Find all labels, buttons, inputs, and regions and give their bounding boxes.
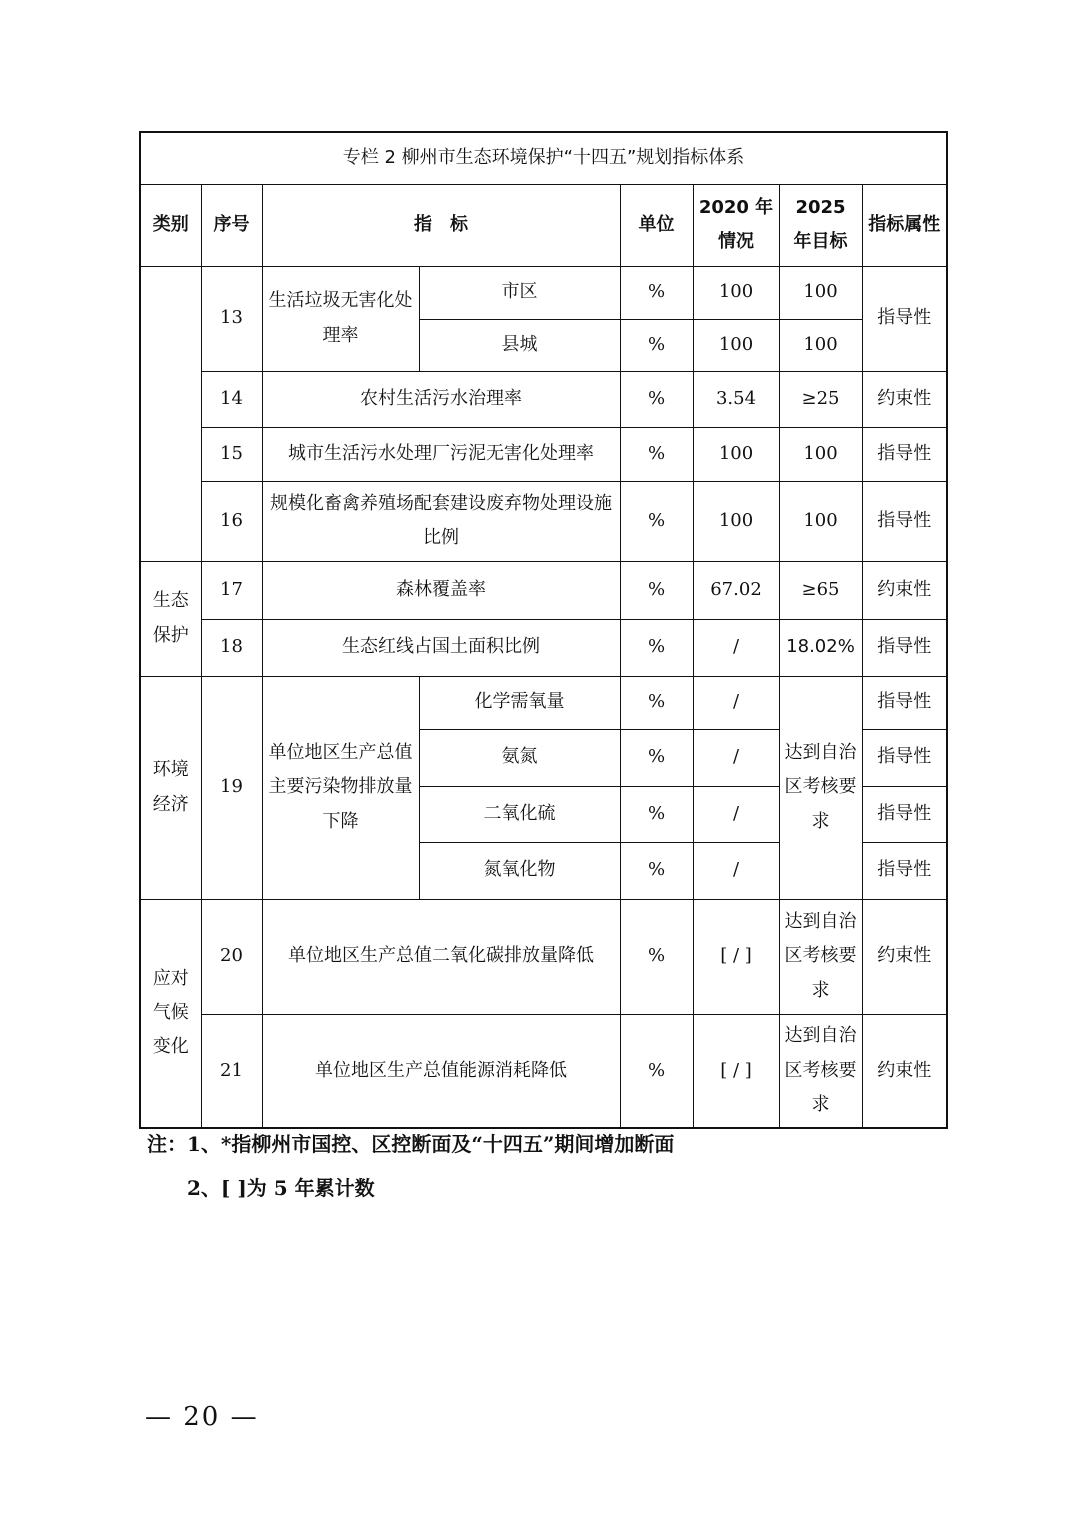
row-14-name: 农村生活污水治理率 — [262, 371, 620, 427]
category-eco: 生态保护 — [140, 561, 201, 676]
category-climate: 应对气候变化 — [140, 899, 201, 1128]
row-15-name: 城市生活污水处理厂污泥无害化处理率 — [262, 427, 620, 481]
row-19-seq: 19 — [201, 676, 262, 899]
row-19-sub4-name: 氮氧化物 — [419, 842, 620, 899]
row-13-sub2-unit: % — [620, 319, 693, 371]
row-17-unit: % — [620, 561, 693, 619]
row-19-sub4-unit: % — [620, 842, 693, 899]
row-20-2020: [ / ] — [693, 899, 779, 1014]
row-16-name: 规模化畜禽养殖场配套建设废弃物处理设施比例 — [262, 481, 620, 561]
row-15-seq: 15 — [201, 427, 262, 481]
row-17-seq: 17 — [201, 561, 262, 619]
row-20-attr: 约束性 — [862, 899, 947, 1014]
header-2020: 2020 年情况 — [693, 184, 779, 266]
page-number: — 20 — — [145, 1402, 259, 1432]
row-13-sub2-name: 县城 — [419, 319, 620, 371]
row-18-seq: 18 — [201, 619, 262, 676]
row-18-unit: % — [620, 619, 693, 676]
row-19-sub3-unit: % — [620, 786, 693, 842]
row-18-2020: / — [693, 619, 779, 676]
table-notes — [147, 1134, 674, 1222]
row-19-sub3-name: 二氧化硫 — [419, 786, 620, 842]
row-13-sub1-2020: 100 — [693, 266, 779, 319]
header-2025: 2025 年目标 — [779, 184, 862, 266]
row-16-unit: % — [620, 481, 693, 561]
row-17-2025: ≥65 — [779, 561, 862, 619]
row-13-sub1-unit: % — [620, 266, 693, 319]
header-indicator: 指 标 — [262, 184, 620, 266]
row-18-attr: 指导性 — [862, 619, 947, 676]
header-attribute: 指标属性 — [862, 184, 947, 266]
row-21-attr: 约束性 — [862, 1014, 947, 1128]
row-16-seq: 16 — [201, 481, 262, 561]
indicator-table — [139, 131, 948, 1129]
row-17-2020: 67.02 — [693, 561, 779, 619]
row-16-2025: 100 — [779, 481, 862, 561]
row-19-sub2-unit: % — [620, 729, 693, 786]
row-19-name: 单位地区生产总值主要污染物排放量下降 — [262, 676, 419, 899]
row-13-name: 生活垃圾无害化处理率 — [262, 266, 419, 371]
row-18-name: 生态红线占国土面积比例 — [262, 619, 620, 676]
row-15-2025: 100 — [779, 427, 862, 481]
row-19-sub4-attr: 指导性 — [862, 842, 947, 899]
row-21-seq: 21 — [201, 1014, 262, 1128]
row-14-seq: 14 — [201, 371, 262, 427]
row-14-2020: 3.54 — [693, 371, 779, 427]
row-20-name: 单位地区生产总值二氧化碳排放量降低 — [262, 899, 620, 1014]
row-13-sub1-2025: 100 — [779, 266, 862, 319]
row-17-attr: 约束性 — [862, 561, 947, 619]
header-unit: 单位 — [620, 184, 693, 266]
row-20-unit: % — [620, 899, 693, 1014]
row-17-name: 森林覆盖率 — [262, 561, 620, 619]
row-16-2020: 100 — [693, 481, 779, 561]
row-19-sub2-2020: / — [693, 729, 779, 786]
row-13-sub2-2025: 100 — [779, 319, 862, 371]
row-14-attr: 约束性 — [862, 371, 947, 427]
row-19-sub3-attr: 指导性 — [862, 786, 947, 842]
note-2: 2、[ ]为 5 年累计数 — [187, 1176, 375, 1200]
row-20-seq: 20 — [201, 899, 262, 1014]
row-19-sub1-unit: % — [620, 676, 693, 729]
row-15-unit: % — [620, 427, 693, 481]
row-21-unit: % — [620, 1014, 693, 1128]
row-21-2020: [ / ] — [693, 1014, 779, 1128]
row-18-2025: 18.02% — [779, 619, 862, 676]
row-13-seq: 13 — [201, 266, 262, 371]
row-16-attr: 指导性 — [862, 481, 947, 561]
row-15-attr: 指导性 — [862, 427, 947, 481]
row-19-target: 达到自治区考核要求 — [779, 676, 862, 899]
row-19-sub1-name: 化学需氧量 — [419, 676, 620, 729]
category-envecon: 环境经济 — [140, 676, 201, 899]
row-14-unit: % — [620, 371, 693, 427]
row-19-sub1-attr: 指导性 — [862, 676, 947, 729]
row-21-2025: 达到自治区考核要求 — [779, 1014, 862, 1128]
category-empty — [140, 266, 201, 561]
row-21-name: 单位地区生产总值能源消耗降低 — [262, 1014, 620, 1128]
row-15-2020: 100 — [693, 427, 779, 481]
row-13-sub2-2020: 100 — [693, 319, 779, 371]
row-19-sub2-attr: 指导性 — [862, 729, 947, 786]
row-13-attr: 指导性 — [862, 266, 947, 371]
note-1: 注：1、*指柳州市国控、区控断面及“十四五”期间增加断面 — [147, 1132, 675, 1156]
row-20-2025: 达到自治区考核要求 — [779, 899, 862, 1014]
row-19-sub3-2020: / — [693, 786, 779, 842]
header-category: 类别 — [140, 184, 201, 266]
row-19-sub4-2020: / — [693, 842, 779, 899]
row-13-sub1-name: 市区 — [419, 266, 620, 319]
row-14-2025: ≥25 — [779, 371, 862, 427]
table-title: 专栏 2 柳州市生态环境保护“十四五”规划指标体系 — [140, 132, 947, 184]
row-19-sub1-2020: / — [693, 676, 779, 729]
row-19-sub2-name: 氨氮 — [419, 729, 620, 786]
header-seq: 序号 — [201, 184, 262, 266]
